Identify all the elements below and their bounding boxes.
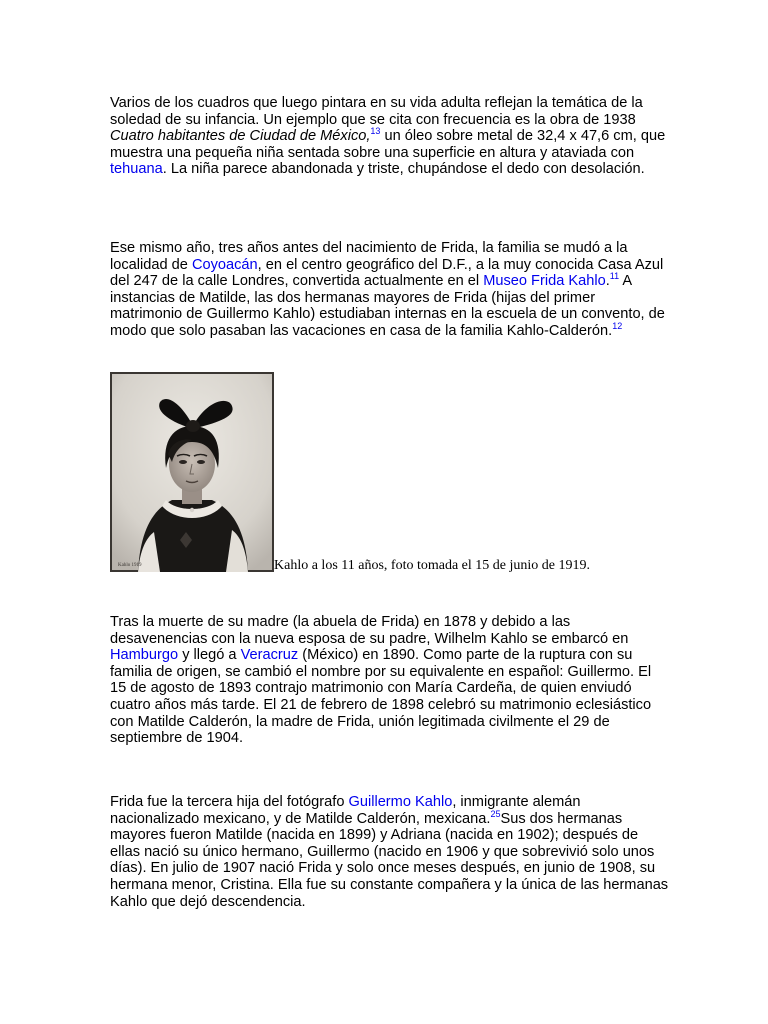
paragraph-text: A instancias de Matilde, las dos hermanas mayores de Frida (hijas del primer matrimonio de Guillermo Kahlo) estudiaban internas en la escuela de un convento, de modo que solo pasaban las vacaciones en casa de la familia Kahlo-Calderón. xyxy=(110,273,665,339)
paragraph-text: Sus dos hermanas mayores fueron Matilde (nacida en 1899) y Adriana (nacida en 1902); después de ellas nació su único hermano, Guillermo (nacido en 1906 y que sobrevivió solo unos días). En julio de 1907 nació Frida y solo once meses después, en junio de 1908, su hermana menor, Cristina. Ella fue su constante compañera y la única de las hermanas Kahlo que dejó descendencia. xyxy=(110,810,669,910)
paragraph-wilhelm-kahlo xyxy=(110,614,670,747)
paragraph-text: Ese mismo año, tres años antes del nacimiento de Frida, la familia se mudó a la localidad de xyxy=(110,240,628,273)
reference-marker[interactable]: 13 xyxy=(370,126,381,137)
photo-signature: Kahlo 1919 xyxy=(118,563,142,568)
reference-marker[interactable]: 11 xyxy=(609,271,620,282)
frida-portrait-image xyxy=(110,372,274,572)
paragraph-casa-azul xyxy=(110,240,670,340)
link-museo-frida-kahlo[interactable]: Museo Frida Kahlo xyxy=(483,273,606,290)
photo-caption: Kahlo a los 11 años, foto tomada el 15 de junio de 1919. xyxy=(274,558,590,573)
reference-marker[interactable]: 25 xyxy=(490,808,501,819)
paragraph-childhood-solitude xyxy=(110,95,670,178)
paragraph-text: Varios de los cuadros que luego pintara en su vida adulta reflejan la temática de la soledad de su infancia. Un ejemplo que se cita con frecuencia es la obra de 1938 xyxy=(110,95,643,128)
link-tehuana[interactable]: tehuana xyxy=(110,161,163,178)
paragraph-family xyxy=(110,794,670,910)
portrait-photo xyxy=(110,372,274,572)
paragraph-text: , inmigrante alemán nacionalizado mexicano, y de Matilde Calderón, mexicana. xyxy=(110,794,581,827)
link-veracruz[interactable]: Veracruz xyxy=(240,647,299,664)
reference-marker[interactable]: 12 xyxy=(612,320,623,331)
paragraph-text: un óleo sobre metal de 32,4 x 47,6 cm, que muestra una pequeña niña sentada sobre una superficie en altura y ataviada con xyxy=(110,128,666,161)
artwork-title: Cuatro habitantes de Ciudad de México, xyxy=(110,128,371,145)
link-guillermo-kahlo[interactable]: Guillermo Kahlo xyxy=(348,794,453,810)
paragraph-text: . La niña parece abandonada y triste, chupándose el dedo con desolación. xyxy=(162,161,645,178)
paragraph-text: . xyxy=(605,273,610,290)
paragraph-text: (México) en 1890. Como parte de la ruptura con su familia de origen, se cambió el nombre por su equivalente en español: Guillermo. El 15 de agosto de 1893 contrajo matrimonio con María Cardeña, de quien enviudó cuatro años más tarde. El 21 de febrero de 1898 celebró su matrimonio eclesiástico con Matilde Calderón, la madre de Frida, unión legitimada civilmente el 29 de septiembre de 1904. xyxy=(110,647,652,747)
paragraph-text: Tras la muerte de su madre (la abuela de Frida) en 1878 y debido a las desavenencias con la nueva esposa de su padre, Wilhelm Kahlo se embarcó en xyxy=(110,614,629,647)
link-coyoacan[interactable]: Coyoacán xyxy=(191,256,258,273)
paragraph-text: , en el centro geográfico del D.F., a la muy conocida Casa Azul del 247 de la calle Londres, convertida actualmente en el xyxy=(110,256,664,290)
link-hamburgo[interactable]: Hamburgo xyxy=(110,647,179,664)
paragraph-text: y llegó a xyxy=(178,647,241,664)
paragraph-text: Frida fue la tercera hija del fotógrafo xyxy=(110,794,349,810)
